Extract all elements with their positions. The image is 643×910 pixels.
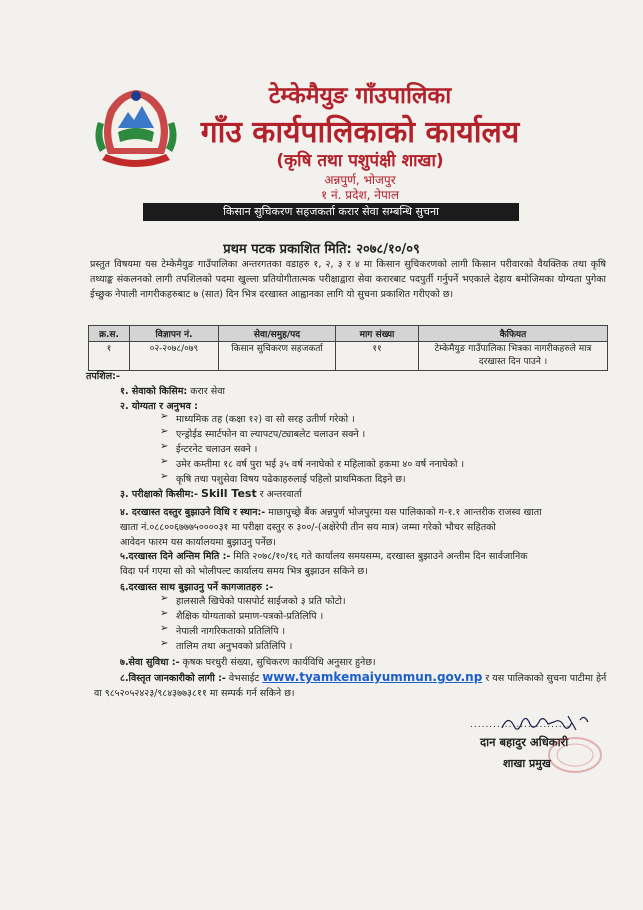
table-header-row: [89, 326, 608, 342]
table-header: विज्ञापन नं.: [130, 326, 219, 342]
fee-method-label: ४. दरखास्त दस्तुर बुझाउने विधि र स्थान:-: [120, 507, 266, 518]
qualification-item: ईन्टरनेट चलाउन सक्ने ।: [176, 444, 258, 455]
deadline: [120, 549, 528, 562]
service-type-label: १. सेवाको किसिम:: [120, 386, 188, 397]
tapsil-label: तपशिल:-: [86, 371, 120, 382]
service-type-value: करार सेवा: [190, 386, 225, 397]
table-row: [89, 342, 608, 371]
arrow-bullet-icon: ➢: [160, 593, 169, 604]
document-item: नेपाली नागरिकताको प्रतिलिपि ।: [176, 626, 286, 637]
qualification-item: एन्ड्रोईड स्मार्टफोन वा ल्यापटप/ट्याबलेट चलाउन सक्ने ।: [176, 429, 366, 440]
document-item: तालिम तथा अनुभवको प्रतिलिपि ।: [176, 641, 293, 652]
fee-method-line2: खाता नं.०८८००६७७७५००००३१ मा परीक्षा दस्तुर रु ३००/-(अक्षेरेपी तीन सय मात्र) जम्मा गरेको भौचर सहितको: [120, 522, 496, 533]
exam-type: [120, 487, 302, 500]
signature-line: ..........................: [470, 720, 571, 730]
document-item: शैक्षिक योग्यताको प्रमाण-पत्रको-प्रतिलिपि ।: [176, 611, 324, 622]
more-info-post: र यस पालिकाको सुचना पाटीमा हेर्न: [485, 673, 607, 684]
more-info-line2: वा ९८५२०५२४२३/९८४३७७३८११ मा सम्पर्क गर्न सकिने छ।: [94, 688, 295, 699]
notice-banner: किसान सुचिकरण सहजकर्ता करार सेवा सम्बन्धि सुचना: [143, 203, 519, 221]
vacancy-table: [88, 325, 608, 371]
signatory-name: दान बहादुर अधिकारी: [480, 735, 569, 749]
table-header: सेवा/समुह/पद: [219, 326, 336, 342]
table-cell: ०२-२०७८/०७९: [130, 342, 219, 371]
qualification-label: २. योग्यता र अनुभव :: [120, 401, 198, 412]
table-header: माग संख्या: [336, 326, 419, 342]
arrow-bullet-icon: ➢: [160, 638, 169, 649]
province-line: १ नं. प्रदेश, नेपाल: [320, 188, 400, 202]
arrow-bullet-icon: ➢: [160, 471, 169, 482]
office-name: गाँउ कार्यपालिकाको कार्यालय: [200, 115, 520, 150]
table-cell: ११: [336, 342, 419, 371]
deadline-label: ५.दरखास्त दिने अन्तिम मिति :-: [120, 551, 231, 562]
service-benefits-value: कृषक घरधुरी संख्या, सुचिकरण कार्यविधि अनुसार हुनेछ।: [182, 657, 376, 668]
deadline-line2: विदा पर्न गएमा सो को भोलीपल्ट कार्यालय समय भित्र बुझाउन सकिने छ।: [120, 566, 368, 577]
qualification-item: उमेर कम्तीमा १८ वर्ष पुरा भई ३५ वर्ष ननाघेको र महिलाको हकमा ४० वर्ष ननाघेको ।: [176, 459, 465, 470]
publication-date: प्रथम पटक प्रकाशित मिति: २०७८/१०/०९: [223, 242, 420, 257]
arrow-bullet-icon: ➢: [160, 608, 169, 619]
arrow-bullet-icon: ➢: [160, 456, 169, 467]
fee-method: [120, 505, 542, 518]
stamp-icon: [546, 735, 604, 775]
branch-name: (कृषि तथा पशुपंक्षी शाखा): [276, 151, 444, 171]
documents-label: ६.दरखास्त साथ बुझाउनु पर्ने कागजातहरु :-: [120, 582, 274, 593]
more-info-label: ८.विस्तृत जानकारीको लागी :-: [120, 673, 226, 684]
fee-method-line3: आवेदन फारम यस कार्यालयमा बुझाउनु पर्नेछ।: [120, 537, 276, 548]
table-cell: किसान सुचिकरण सहजकर्ता: [219, 342, 336, 371]
intro-paragraph: प्रस्तुत विषयमा यस टेम्केमैयुङ गाउँपालिका अन्तरगतका वडाहरु १, २, ३ र ४ मा किसान सुचिकरणको लागी किसान परीवारको वैयक्तिक तथा कृषि तथ्याङ्क संकलनको लागी तपशिलको पदमा खुल्ला प्रतियोगीतात्मक परीक्षाद्वारा सेवा करारबाट पदपुर्ती गर्नुपर्ने भएकाले देहाय बमोजिमका योग्यता पुगेका ईच्छुक नेपाली नागरीकहरुबाट ७ (सात) दिन भित्र दरखास्त आह्वानका लागि यो सुचना प्रकाशित गरीएको छ।: [90, 259, 606, 300]
document-item: हालसालै खिचेको पासपोर्ट साईजको ३ प्रति फोटो।: [176, 596, 346, 607]
qualification-item: कृषि तथा पशुसेवा विषय पढेकाहरुलाई पहिलो प्राथमिकता दिइने छ।: [176, 474, 406, 485]
table-header: कैफियत: [419, 326, 608, 342]
table-cell: टेम्केमैयुङ गाउँपालिका भित्रका नागरीकहरुले मात्र दरखास्त दिन पाउने ।: [419, 342, 608, 371]
more-info: [120, 670, 606, 684]
deadline-text: मिति २०७८/१०/१६ गते कार्यालय समयसम्म, दरखास्त बुझाउने अन्तीम दिन सार्वजानिक: [233, 551, 528, 562]
more-info-pre: वेभसाईट: [228, 673, 260, 684]
arrow-bullet-icon: ➢: [160, 623, 169, 634]
qualification-item: माध्यमिक तह (कक्षा १२) वा सो सरह उतीर्ण गरेको ।: [176, 414, 355, 425]
service-type: [120, 384, 225, 397]
address-line: अन्नपुर्ण, भोजपुर: [324, 173, 396, 187]
exam-type-interview: र अन्तरवार्ता: [259, 489, 302, 500]
service-benefits: [120, 655, 376, 668]
table-header: क्र.स.: [89, 326, 130, 342]
exam-type-skill: Skill Test: [201, 487, 257, 500]
arrow-bullet-icon: ➢: [160, 411, 169, 422]
fee-method-text: माछापुच्छ्रे बैंक अन्नपुर्ण भोजपुरमा यस पालिकाको ग-१.१ आन्तरीक राजस्व खाता: [268, 507, 542, 518]
service-benefits-label: ७.सेवा सुविधा :-: [120, 657, 180, 668]
org-name: टेम्केमैयुङ गाँउपालिका: [268, 83, 452, 109]
website-link[interactable]: www.tyamkemaiyummun.gov.np: [262, 670, 483, 684]
arrow-bullet-icon: ➢: [160, 441, 169, 452]
exam-type-label: ३. परीक्षाको किसीम:-: [120, 489, 198, 500]
arrow-bullet-icon: ➢: [160, 426, 169, 437]
signatory-title: शाखा प्रमुख: [503, 757, 551, 770]
table-cell: १: [89, 342, 130, 371]
